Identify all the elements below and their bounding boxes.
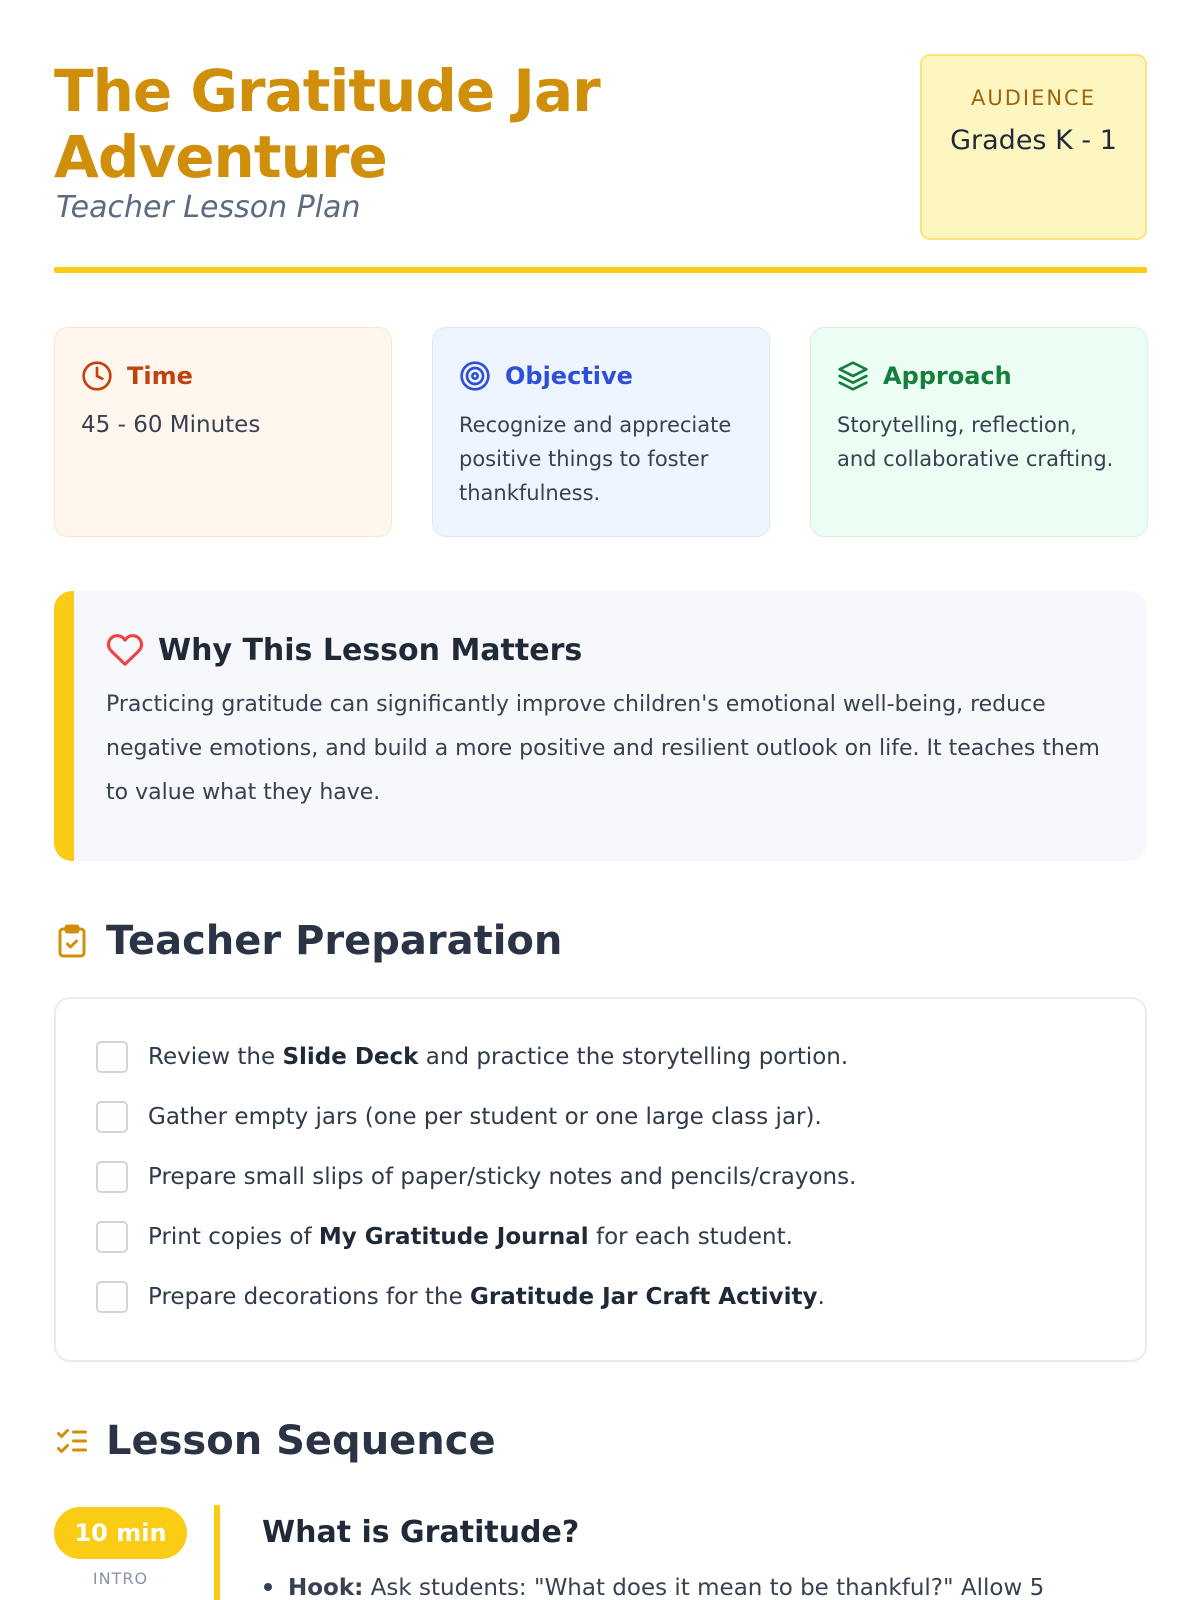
header-divider	[54, 267, 1147, 273]
audience-value: Grades K - 1	[950, 125, 1117, 156]
time-card-text: 45 - 60 Minutes	[81, 412, 261, 438]
approach-card-title: Approach	[883, 362, 1012, 390]
sequence-title: Lesson Sequence	[106, 1418, 496, 1464]
list-checks-icon	[54, 1421, 90, 1461]
checklist-item	[96, 1027, 1105, 1087]
clipboard-check-icon	[54, 921, 90, 961]
sequence-step	[54, 1507, 1147, 1600]
objective-card-title: Objective	[505, 362, 633, 390]
layers-icon	[837, 360, 869, 392]
preparation-title: Teacher Preparation	[106, 918, 563, 964]
time-card	[54, 327, 392, 537]
checklist-item	[96, 1207, 1105, 1267]
page-title: The Gratitude Jar Adventure	[54, 57, 600, 191]
audience-badge	[920, 54, 1147, 240]
header	[54, 0, 1147, 275]
page-subtitle: Teacher Lesson Plan	[56, 190, 361, 225]
objective-card	[432, 327, 770, 537]
step-bullet: Hook: Ask students: "What does it mean to be thankful?" Allow 5	[262, 1575, 1044, 1600]
why-title: Why This Lesson Matters	[158, 632, 583, 668]
checklist-item-text: Gather empty jars (one per student or one large class jar).	[148, 1104, 822, 1130]
audience-label: AUDIENCE	[970, 86, 1096, 110]
why-callout	[54, 591, 1147, 861]
preparation-checklist	[54, 997, 1147, 1362]
target-icon	[459, 360, 491, 392]
checklist-item-text: Prepare small slips of paper/sticky notes and pencils/crayons.	[148, 1164, 857, 1190]
checkbox[interactable]	[96, 1041, 128, 1073]
checkbox[interactable]	[96, 1101, 128, 1133]
objective-card-text: Recognize and appreciate positive things to foster thankfulness.	[459, 413, 732, 505]
checklist-item	[96, 1267, 1105, 1327]
lesson-plan-page	[54, 0, 1147, 1600]
timeline-line	[214, 1505, 220, 1600]
preparation-heading	[54, 918, 562, 964]
info-cards	[54, 327, 1147, 537]
checkbox[interactable]	[96, 1281, 128, 1313]
step-title: What is Gratitude?	[262, 1515, 580, 1550]
time-card-title: Time	[127, 362, 193, 390]
heart-icon	[106, 631, 144, 669]
step-tag: INTRO	[92, 1569, 149, 1588]
approach-card-text: Storytelling, reflection, and collaborative crafting.	[837, 413, 1114, 471]
approach-card	[810, 327, 1148, 537]
bullet-dot	[264, 1583, 272, 1591]
checklist-item-text: Print copies of My Gratitude Journal for each student.	[148, 1224, 793, 1250]
checklist-item	[96, 1087, 1105, 1147]
why-text: Practicing gratitude can significantly improve children's emotional well-being, reduce negative emotions, and build a more positive and resilient outlook on life. It teaches them to value what they have.	[106, 692, 1100, 805]
sequence-heading	[54, 1418, 496, 1464]
clock-icon	[81, 360, 113, 392]
step-duration-badge: 10 min	[54, 1507, 187, 1559]
checkbox[interactable]	[96, 1161, 128, 1193]
checklist-item-text: Prepare decorations for the Gratitude Jar Craft Activity.	[148, 1284, 825, 1310]
checkbox[interactable]	[96, 1221, 128, 1253]
checklist-item-text: Review the Slide Deck and practice the storytelling portion.	[148, 1044, 849, 1070]
checklist-item	[96, 1147, 1105, 1207]
